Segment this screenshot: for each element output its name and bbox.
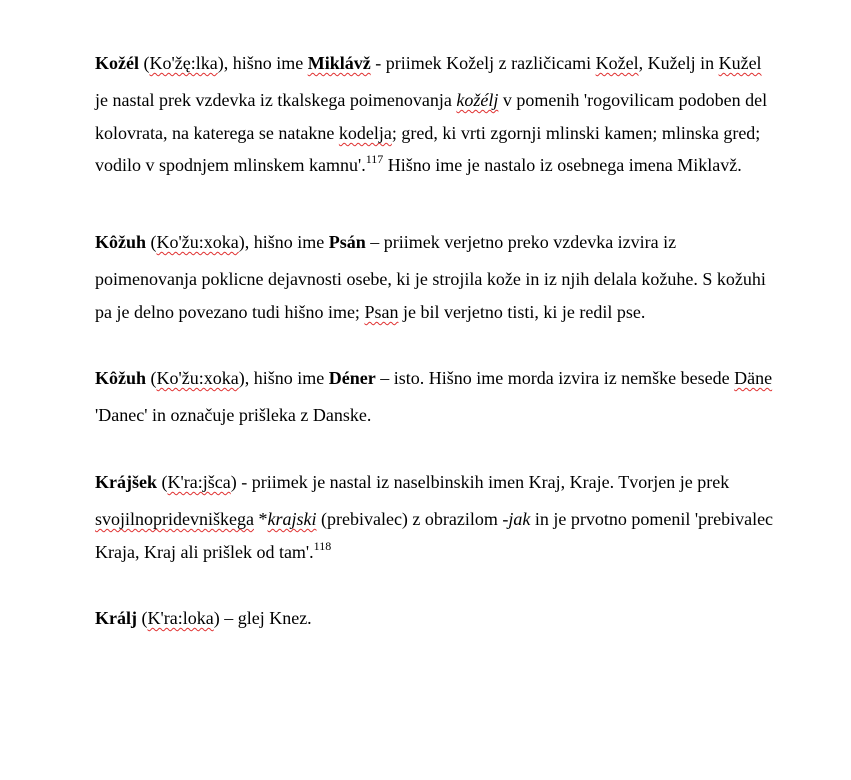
text-line [95,152,742,175]
text-run: poimenovanja poklicne dejavnosti osebe, ki je strojila kože in iz njih delala kožuhe. S kožuhi [95,269,766,289]
headword: Kožél [95,53,139,73]
headword: Krájšek [95,472,157,492]
text-run: ( [137,608,148,628]
text-run: v pomenih 'rogovilicam podoben del [498,90,768,110]
text-run: pa je delno povezano tudi hišno ime; [95,302,365,322]
text-run: Hišno ime je nastalo iz osebnega imena Miklavž. [383,155,742,175]
text-run: ), hišno ime [217,53,308,73]
headword: Králj [95,608,137,628]
misspelled-word: Ko'žu:xoka [156,232,239,252]
misspelled-word: Kožel [595,53,639,73]
text-run: ( [146,232,157,252]
text-line [95,124,760,142]
text-run: (prebivalec) z obrazilom [316,509,503,529]
text-line [95,91,767,109]
text-line [95,270,766,288]
italic-term: -jak [502,509,531,529]
text-line [95,54,762,72]
text-run: ) - priimek je nastal iz naselbinskih imen Kraj, Kraje. Tvorjen je prek [230,472,730,492]
text-run: 'Danec' in označuje prišleka z Danske. [95,405,372,425]
text-line [95,406,371,424]
misspelled-word: K'ra:jšca [167,472,231,492]
misspelled-word: Psan [364,302,399,322]
misspelled-word: Ko'žę:lka [149,53,218,73]
text-run: ( [157,472,168,492]
misspelled-word: kodelja [338,123,392,143]
text-run: – isto. Hišno ime morda izvira iz nemške besede [375,368,735,388]
misspelled-word: Ko'žu:xoka [156,368,239,388]
text-run: - priimek Koželj z različicami [370,53,596,73]
text-run: vodilo v spodnjem mlinskem kamnu'. [95,155,366,175]
text-run: ), hišno ime [238,368,329,388]
misspelled-word: krajski [267,509,317,529]
footnote-reference[interactable]: 118 [313,539,332,553]
text-line [95,510,773,528]
text-run: je nastal prek vzdevka iz tkalskega poimenovanja [95,90,457,110]
text-run: , Kuželj in [638,53,719,73]
text-line [95,473,729,491]
misspelled-word: svojilnopridevniškega [95,509,254,529]
text-line [95,539,332,562]
text-run: * [253,509,268,529]
text-run: in je prvotno pomenil 'prebivalec [530,509,774,529]
text-run: Kraja, Kraj ali prišlek od tam'. [95,542,314,562]
text-run: je bil verjetno tisti, ki je redil pse. [398,302,646,322]
text-run: ), hišno ime [238,232,329,252]
headword: Psán [328,232,366,252]
misspelled-word: Kužel [718,53,762,73]
headword: Miklávž [307,53,371,73]
misspelled-word: kožélj [456,90,499,110]
text-run: – priimek verjetno preko vzdevka izvira iz [365,232,677,252]
text-run: ; gred, ki vrti zgornji mlinski kamen; mlinska gred; [391,123,761,143]
headword: Kôžuh [95,232,147,252]
text-run: ) – glej Knez. [213,608,312,628]
misspelled-word: K'ra:loka [147,608,214,628]
text-run: kolovrata, na katerega se natakne [95,123,339,143]
headword: Kôžuh [95,368,147,388]
text-run: ( [146,368,157,388]
text-line [95,233,676,251]
misspelled-word: Däne [734,368,773,388]
text-run: ( [138,53,150,73]
text-line [95,303,645,321]
text-line [95,369,772,387]
footnote-reference[interactable]: 117 [365,152,384,166]
text-line [95,609,312,627]
headword: Déner [328,368,376,388]
